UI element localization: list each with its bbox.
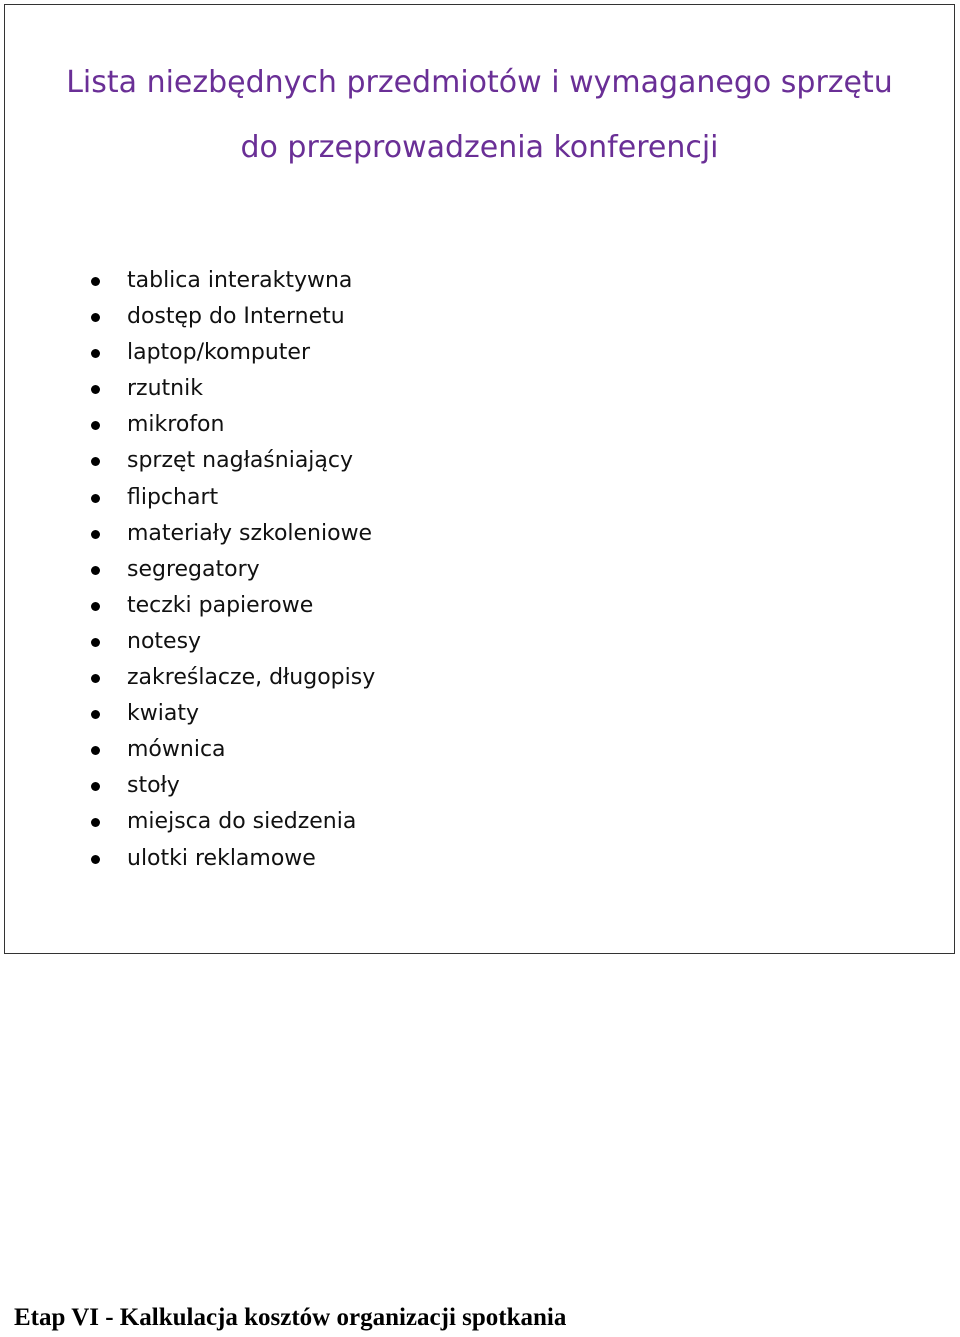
list-item-label: stoły bbox=[127, 773, 180, 799]
list-item bbox=[5, 335, 375, 371]
list-item-label: flipchart bbox=[127, 484, 219, 510]
list-item-label: segregatory bbox=[127, 556, 260, 582]
bullet-icon bbox=[91, 530, 100, 539]
bullet-icon bbox=[91, 855, 100, 864]
list-item-label: sprzęt nagłaśniający bbox=[127, 448, 354, 474]
list-item-label: laptop/komputer bbox=[127, 340, 310, 366]
list-item-label: teczki papierowe bbox=[127, 592, 314, 618]
page-title-line-1: Lista niezbędnych przedmiotów i wymaganego sprzętu bbox=[66, 65, 893, 100]
bullet-icon bbox=[91, 385, 100, 394]
bullet-icon bbox=[91, 313, 100, 322]
bullet-icon bbox=[91, 782, 100, 791]
list-item bbox=[5, 443, 375, 479]
page-title-line-2: do przeprowadzenia konferencji bbox=[240, 130, 719, 165]
bullet-icon bbox=[91, 746, 100, 755]
list-item bbox=[5, 407, 375, 443]
bullet-icon bbox=[91, 638, 100, 647]
list-item bbox=[5, 480, 375, 516]
bullet-icon bbox=[91, 674, 100, 683]
list-item bbox=[5, 552, 375, 588]
list-item bbox=[5, 660, 375, 696]
list-item-label: dostęp do Internetu bbox=[127, 304, 345, 330]
list-item bbox=[5, 804, 375, 840]
list-item-label: tablica interaktywna bbox=[127, 268, 353, 293]
list-item bbox=[5, 516, 375, 552]
bullet-icon bbox=[91, 421, 100, 430]
bullet-icon bbox=[91, 602, 100, 611]
list-item bbox=[5, 624, 375, 660]
list-item-label: kwiaty bbox=[127, 701, 199, 727]
bullet-icon bbox=[91, 710, 100, 719]
list-item bbox=[5, 299, 375, 335]
list-item-label: miejsca do siedzenia bbox=[127, 809, 357, 835]
bullet-icon bbox=[91, 566, 100, 575]
bullet-icon bbox=[91, 349, 100, 358]
content-frame bbox=[4, 4, 955, 954]
footer-caption: Etap VI - Kalkulacja kosztów organizacji spotkania bbox=[14, 1304, 567, 1331]
list-item-label: rzutnik bbox=[127, 376, 203, 402]
list-item bbox=[5, 371, 375, 407]
list-item bbox=[5, 732, 375, 768]
list-item-label: notesy bbox=[127, 628, 202, 654]
equipment-list bbox=[5, 263, 375, 877]
list-item bbox=[5, 768, 375, 804]
list-item bbox=[5, 263, 375, 299]
bullet-icon bbox=[91, 494, 100, 503]
list-item bbox=[5, 696, 375, 732]
list-item bbox=[5, 588, 375, 624]
list-item-label: materiały szkoleniowe bbox=[127, 520, 373, 546]
bullet-icon bbox=[91, 457, 100, 466]
bullet-icon bbox=[91, 818, 100, 827]
list-item-label: zakreślacze, długopisy bbox=[127, 665, 376, 691]
list-item-label: mównica bbox=[127, 737, 226, 763]
list-item-label: mikrofon bbox=[127, 412, 225, 438]
bullet-icon bbox=[91, 277, 100, 286]
list-item bbox=[5, 841, 375, 877]
list-item-label: ulotki reklamowe bbox=[127, 845, 316, 871]
